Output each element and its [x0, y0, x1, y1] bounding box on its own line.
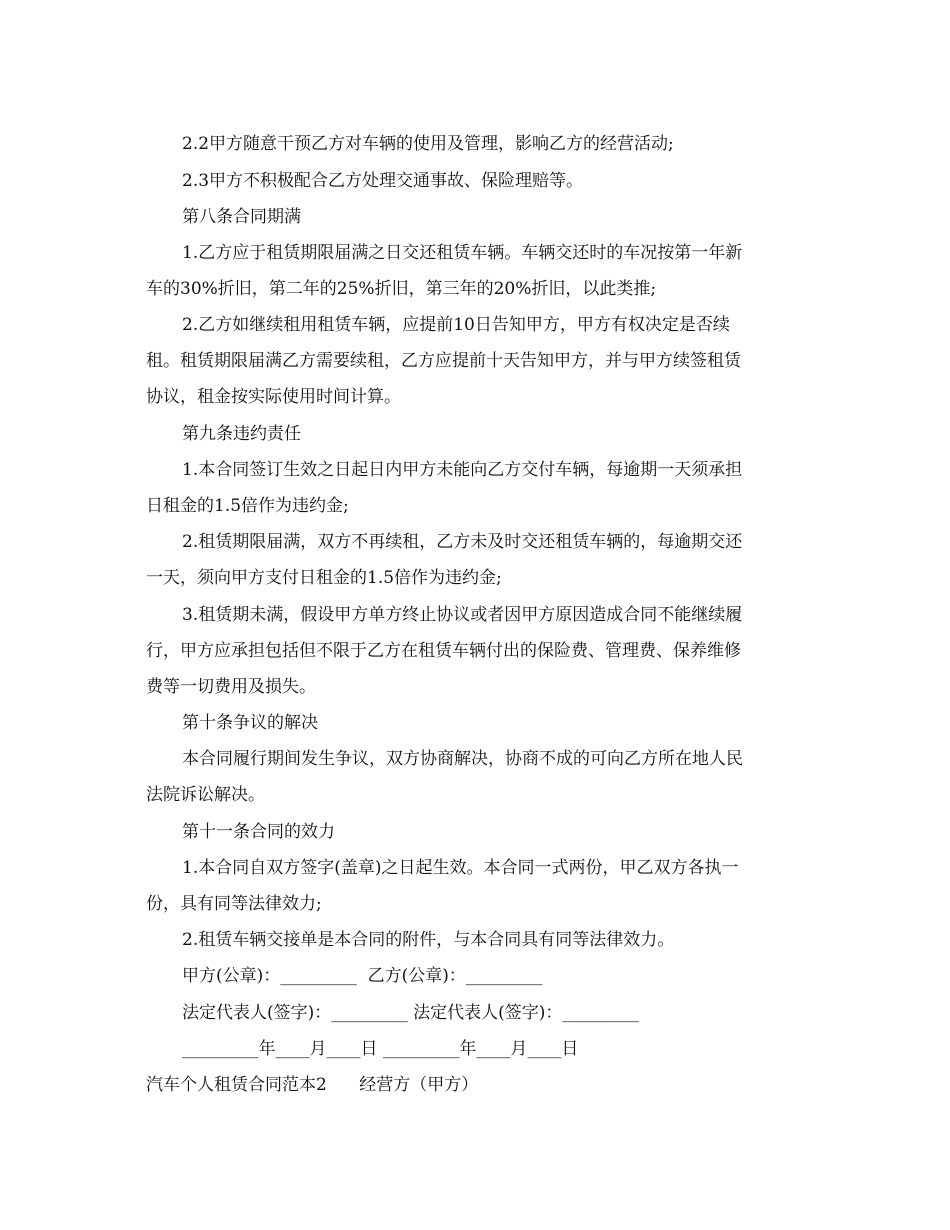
text-line-7: 租。租赁期限届满乙方需要续租，乙方应提前十天告知甲方，并与甲方续签租赁: [146, 351, 741, 371]
text-line-21: 1.本合同自双方签字(盖章)之日起生效。本合同一式两份，甲乙双方各执一: [182, 858, 739, 878]
section-heading-9: 第九条违约责任: [182, 424, 301, 444]
text-line-6: 2.乙方如继续租用租赁车辆，应提前10日告知甲方，甲方有权决定是否续: [182, 315, 730, 335]
date-line: _________年____月____日 _________年____月____日: [182, 1039, 579, 1059]
text-line-13: 一天，须向甲方支付日租金的1.5倍作为违约金;: [146, 568, 502, 588]
text-line-16: 费等一切费用及损失。: [146, 677, 316, 697]
next-contract-title: 汽车个人租赁合同范本2 经营方（甲方）: [146, 1075, 479, 1095]
section-heading-11: 第十一条合同的效力: [182, 822, 335, 842]
text-line-19: 法院诉讼解决。: [146, 785, 265, 805]
seal-line: 甲方(公章)：_________ 乙方(公章)：_________: [182, 966, 543, 986]
text-line-5: 车的30%折旧，第二年的25%折旧，第三年的20%折旧，以此类推;: [146, 279, 657, 299]
section-heading-8: 第八条合同期满: [182, 207, 301, 227]
text-line-18: 本合同履行期间发生争议，双方协商解决，协商不成的可向乙方所在地人民: [182, 749, 743, 769]
text-line-8: 协议，租金按实际使用时间计算。: [146, 387, 401, 407]
text-line-2: 2.3甲方不积极配合乙方处理交通事故、保险理赔等。: [182, 171, 584, 191]
text-line-10: 1.本合同签订生效之日起日内甲方未能向乙方交付车辆，每逾期一天须承担: [182, 460, 743, 480]
text-line-1: 2.2甲方随意干预乙方对车辆的使用及管理，影响乙方的经营活动;: [182, 134, 674, 154]
text-line-22: 份，具有同等法律效力;: [146, 894, 322, 914]
text-line-15: 行，甲方应承担包括但不限于乙方在租赁车辆付出的保险费、管理费、保养维修: [146, 641, 741, 661]
text-line-12: 2.租赁期限届满，双方不再续租，乙方未及时交还租赁车辆的，每逾期交还: [182, 532, 743, 552]
signature-line: 法定代表人(签字)：_________ 法定代表人(签字)：_________: [182, 1003, 639, 1023]
text-line-11: 日租金的1.5倍作为违约金;: [146, 496, 349, 516]
text-line-23: 2.租赁车辆交接单是本合同的附件，与本合同具有同等法律效力。: [182, 930, 675, 950]
text-line-14: 3.租赁期未满，假设甲方单方终止协议或者因甲方原因造成合同不能继续履: [182, 605, 743, 625]
text-line-4: 1.乙方应于租赁期限届满之日交还租赁车辆。车辆交还时的车况按第一年新: [182, 243, 743, 263]
section-heading-10: 第十条争议的解决: [182, 713, 318, 733]
